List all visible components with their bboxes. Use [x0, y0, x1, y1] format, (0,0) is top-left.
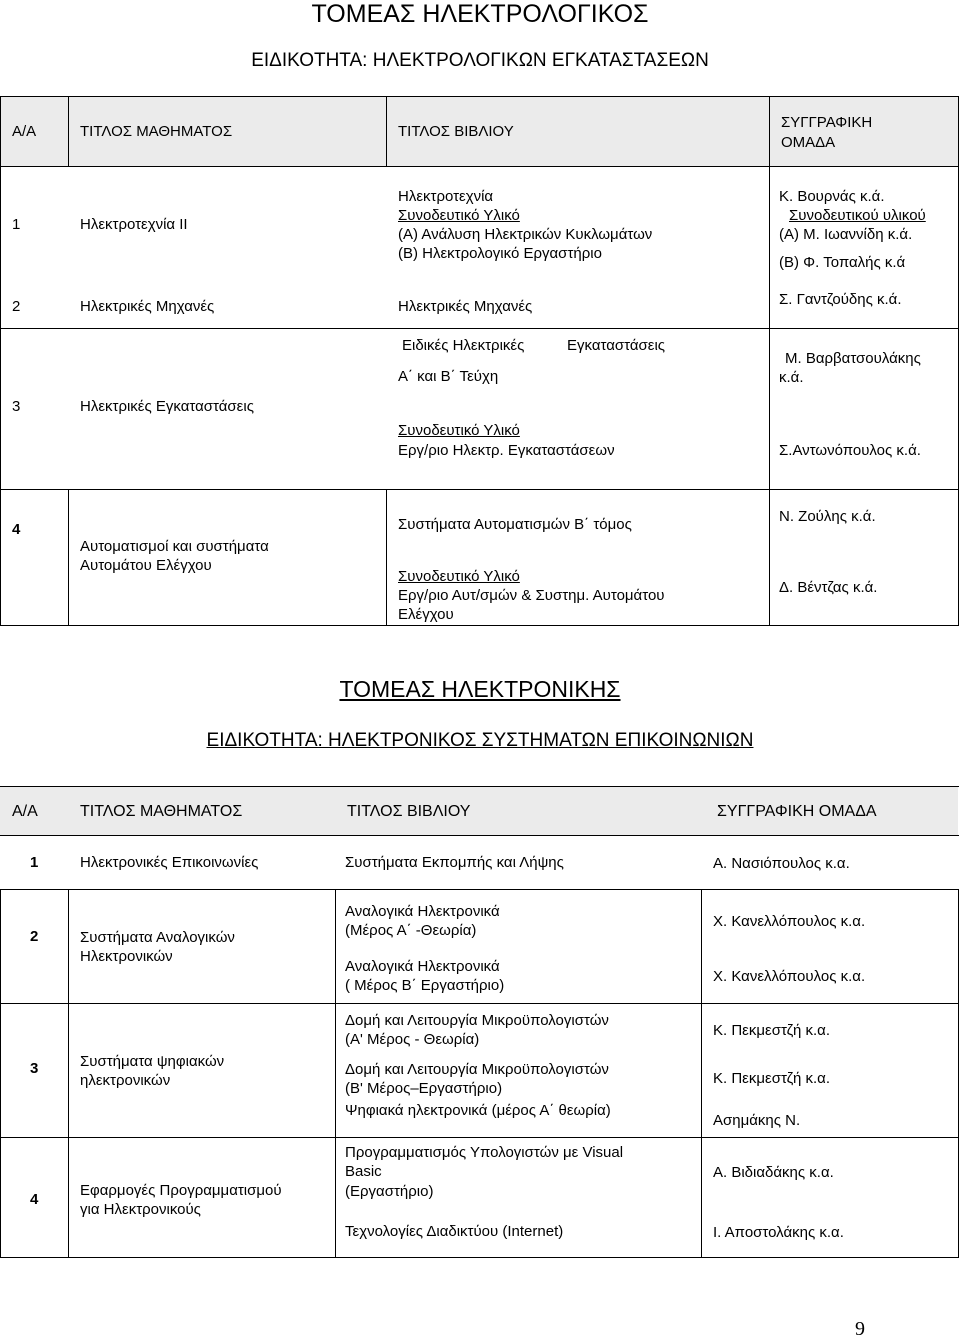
section1-title: ΤΟΜΕΑΣ ΗΛΕΚΤΡΟΛΟΓΙΚΟΣ — [311, 0, 649, 28]
s2-row3-number: 3 — [30, 1060, 39, 1077]
header-book-title: ΤΙΤΛΟΣ ΒΙΒΛΙΟΥ — [398, 123, 514, 140]
row1-book-line3: (Α) Ανάλυση Ηλεκτρικών Κυκλωμάτων — [398, 226, 653, 243]
row4-book-line1: Συστήματα Αυτοματισμών Β΄ τόμος — [398, 516, 632, 533]
s2-row3-book-line1: Δομή και Λειτουργία Μικροϋπολογιστών — [345, 1012, 609, 1029]
row2-book: Ηλεκτρικές Μηχανές — [398, 298, 533, 315]
row1-book-line4: (Β) Ηλεκτρολογικό Εργαστήριο — [398, 245, 602, 262]
header-authors-line2: ΟΜΑΔΑ — [781, 134, 836, 151]
row1-course: Ηλεκτροτεχνία ΙΙ — [80, 216, 188, 233]
row1-author-line3: (Α) Μ. Ιωαννίδη κ.ά. — [779, 226, 913, 243]
row4-author-line2: Δ. Βέντζας κ.ά. — [779, 579, 878, 596]
section2-subtitle: ΕΙΔΙΚΟΤΗΤΑ: ΗΛΕΚΤΡΟΝΙΚΟΣ ΣΥΣΤΗΜΑΤΩΝ ΕΠΙΚΟΙΝΩΝΙΩΝ — [206, 730, 754, 751]
row1-author-line1: Κ. Βουρνάς κ.ά. — [779, 188, 885, 205]
row3-author-line2: κ.ά. — [779, 369, 804, 386]
row3-book-line3: Συνοδευτικό Υλικό — [398, 422, 520, 439]
header-authors: ΣΥΓΓΡΑΦΙΚΗ — [781, 114, 873, 131]
row3-book-line2: Α΄ και Β΄ Τεύχη — [398, 368, 499, 385]
s2-row3-book-line5: Ψηφιακά ηλεκτρονικά (μέρος Α΄ θεωρία) — [345, 1102, 611, 1119]
section2-title: ΤΟΜΕΑΣ ΗΛΕΚΤΡΟΝΙΚΗΣ — [339, 676, 621, 702]
s2-row4-book-line1: Προγραμματισμός Υπολογιστών με Visual — [345, 1144, 624, 1161]
s2-row4-course-line1: Εφαρμογές Προγραμματισμού — [80, 1182, 282, 1199]
row2-number: 2 — [12, 298, 21, 315]
row2-author: Σ. Γαντζούδης κ.ά. — [779, 291, 902, 308]
s2-row4-book-line4: Τεχνολογίες Διαδικτύου (Internet) — [345, 1223, 564, 1240]
s2-row4-number: 4 — [30, 1191, 39, 1208]
s2-row2-number: 2 — [30, 928, 39, 945]
row1-book-line2: Συνοδευτικό Υλικό — [398, 207, 520, 224]
s2-row4-course-line2: για Ηλεκτρονικούς — [80, 1201, 201, 1218]
row3-number: 3 — [12, 398, 21, 415]
row4-number: 4 — [12, 521, 21, 538]
row4-course-line2: Αυτομάτου Ελέγχου — [80, 557, 212, 574]
s2-row2-book-line2: (Μέρος Α΄ -Θεωρία) — [345, 922, 477, 939]
row3-book-line1b: Εγκαταστάσεις — [567, 337, 666, 354]
row4-book-line2: Συνοδευτικό Υλικό — [398, 568, 520, 585]
row2-course: Ηλεκτρικές Μηχανές — [80, 298, 215, 315]
row3-author-line1: Μ. Βαρβατσουλάκης — [785, 350, 921, 367]
row1-author-line4: (Β) Φ. Τοπαλής κ.ά — [779, 254, 906, 271]
s2-row2-course-line2: Ηλεκτρονικών — [80, 948, 173, 965]
s2-row3-course-line1: Συστήματα ψηφιακών — [80, 1053, 225, 1070]
row1-number: 1 — [12, 216, 21, 233]
s2-row3-book-line4: (Β' Μέρος–Εργαστήριο) — [345, 1080, 503, 1097]
s2-row4-author-line2: Ι. Αποστολάκης κ.α. — [713, 1224, 844, 1241]
s2-header-course-title: ΤΙΤΛΟΣ ΜΑΘΗΜΑΤΟΣ — [80, 803, 243, 820]
page-number: 9 — [855, 1318, 865, 1340]
row4-author-line1: Ν. Ζούλης κ.ά. — [779, 508, 876, 525]
row4-book-line3: Εργ/ριο Αυτ/σμών & Συστημ. Αυτομάτου — [398, 587, 665, 604]
s2-row3-author-line3: Ασημάκης Ν. — [713, 1112, 801, 1129]
s2-row3-book-line2: (Α' Μέρος - Θεωρία) — [345, 1031, 480, 1048]
s2-row3-author-line2: Κ. Πεκμεστζή κ.α. — [713, 1070, 831, 1087]
s2-row3-course-line2: ηλεκτρονικών — [80, 1072, 171, 1089]
s2-row2-author-line2: Χ. Κανελλόπουλος κ.α. — [713, 968, 866, 985]
s2-row1-number: 1 — [30, 854, 39, 871]
s2-row1-course: Ηλεκτρονικές Επικοινωνίες — [80, 854, 259, 871]
header-course-title: ΤΙΤΛΟΣ ΜΑΘΗΜΑΤΟΣ — [80, 123, 233, 140]
s2-row3-author-line1: Κ. Πεκμεστζή κ.α. — [713, 1022, 831, 1039]
s2-header-book-title: ΤΙΤΛΟΣ ΒΙΒΛΙΟΥ — [347, 803, 471, 820]
row3-author-line3: Σ.Αντωνόπουλος κ.ά. — [779, 442, 921, 459]
row3-course: Ηλεκτρικές Εγκαταστάσεις — [80, 398, 254, 415]
s2-row4-book-line2: Basic — [345, 1163, 382, 1180]
s2-row1-book: Συστήματα Εκπομπής και Λήψης — [345, 854, 564, 871]
row1-author-line2: Συνοδευτικού υλικού — [789, 207, 926, 224]
row1-book-line1: Ηλεκτροτεχνία — [398, 188, 494, 205]
row3-book-line1a: Ειδικές Ηλεκτρικές — [402, 337, 525, 354]
row3-book-line4: Εργ/ριο Ηλεκτρ. Εγκαταστάσεων — [398, 442, 615, 459]
s2-row2-book-line4: ( Μέρος Β΄ Εργαστήριο) — [345, 977, 505, 994]
s2-row3-book-line3: Δομή και Λειτουργία Μικροϋπολογιστών — [345, 1061, 609, 1078]
s2-header-authors: ΣΥΓΓΡΑΦΙΚΗ ΟΜΑΔΑ — [717, 803, 877, 820]
row4-course-line1: Αυτοματισμοί και συστήματα — [80, 538, 269, 555]
section2-table — [0, 786, 960, 1258]
row4-book-line4: Ελέγχου — [398, 606, 454, 623]
s2-row2-author-line1: Χ. Κανελλόπουλος κ.α. — [713, 913, 866, 930]
section1-subtitle: ΕΙΔΙΚΟΤΗΤΑ: ΗΛΕΚΤΡΟΛΟΓΙΚΩΝ ΕΓΚΑΤΑΣΤΑΣΕΩΝ — [251, 50, 709, 71]
s2-row2-course-line1: Συστήματα Αναλογικών — [80, 929, 235, 946]
s2-row2-book-line3: Αναλογικά Ηλεκτρονικά — [345, 958, 500, 975]
section1-table — [0, 96, 960, 626]
header-aa: Α/Α — [12, 123, 37, 140]
s2-row4-book-line3: (Εργαστήριο) — [345, 1183, 434, 1200]
s2-header-aa: Α/Α — [12, 803, 38, 820]
s2-row1-author: Α. Νασιόπουλος κ.α. — [713, 855, 850, 872]
s2-row2-book-line1: Αναλογικά Ηλεκτρονικά — [345, 903, 500, 920]
s2-row4-author-line1: Α. Βιδιαδάκης κ.α. — [713, 1164, 834, 1181]
